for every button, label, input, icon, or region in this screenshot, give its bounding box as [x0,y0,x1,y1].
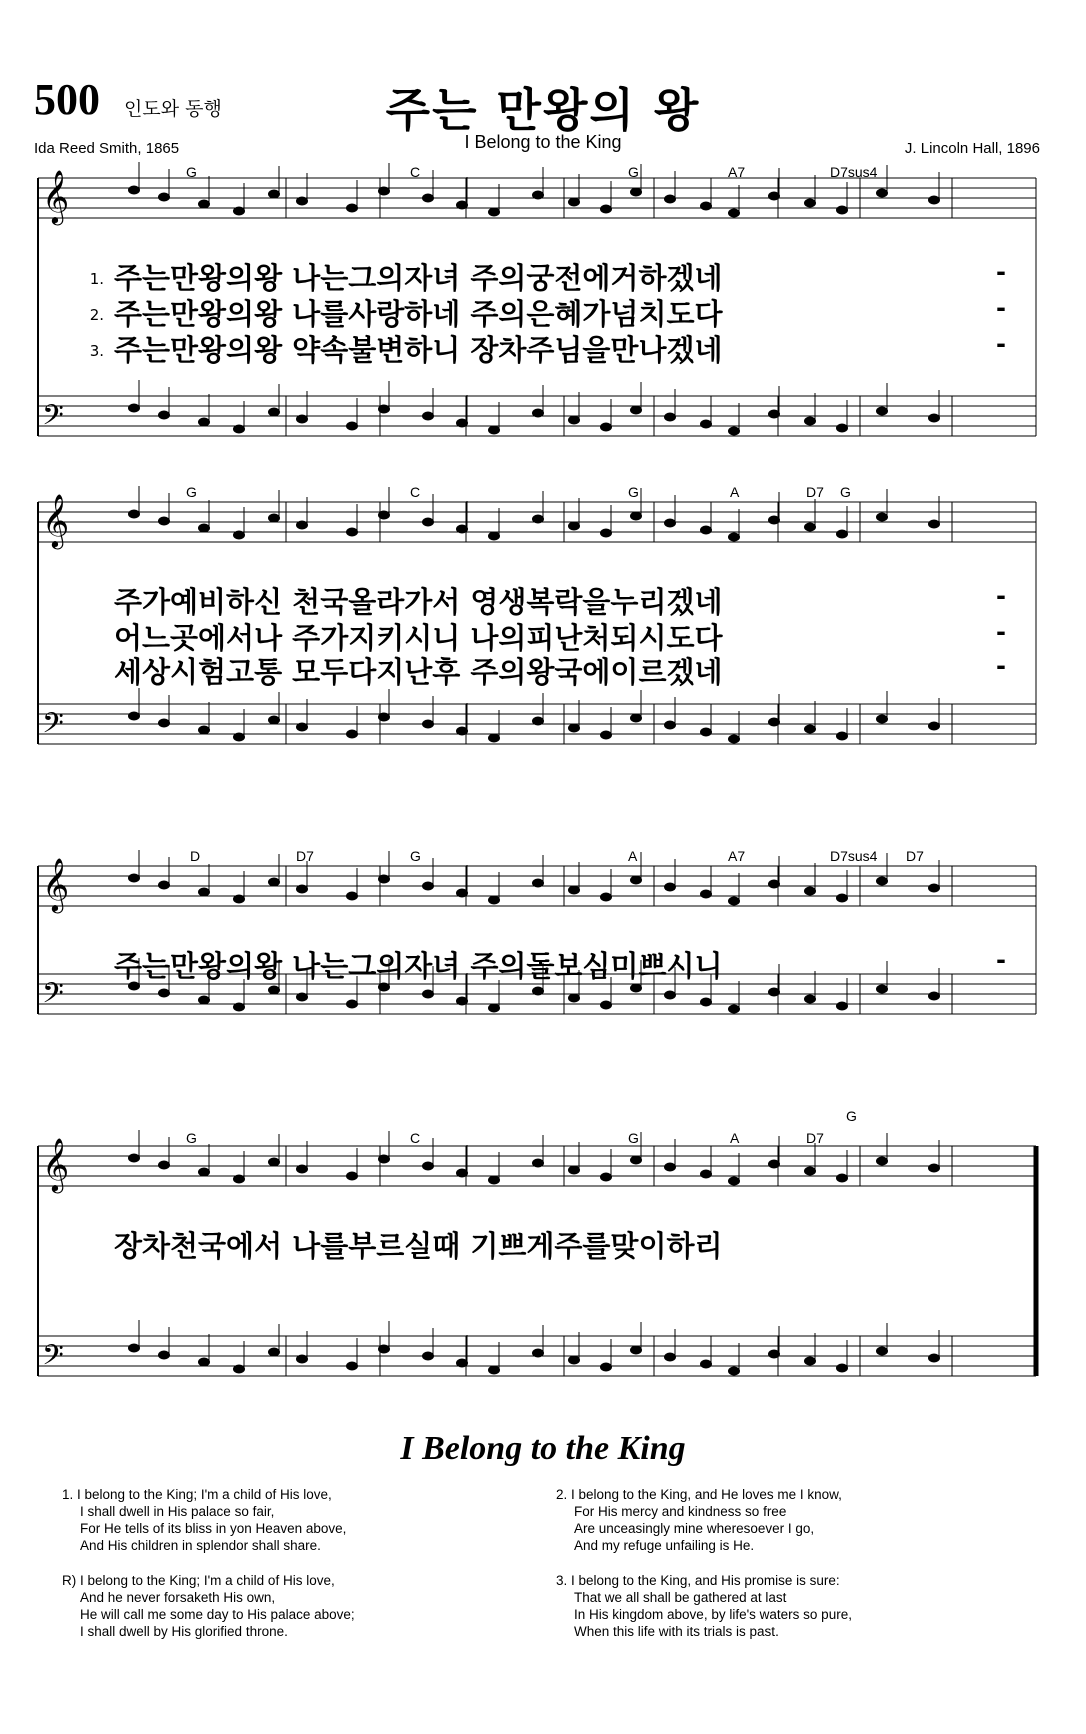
note-head [296,1165,308,1174]
note-head [198,888,210,897]
note-head [804,199,816,208]
bass-clef: 𝄢 [42,707,64,747]
note-head [876,513,888,522]
note-head [630,512,642,521]
note-head [804,523,816,532]
note-head [268,716,280,725]
note-head [488,734,500,743]
note-head [700,526,712,535]
note-head [128,404,140,413]
note-head [568,198,580,207]
music-system-2 [34,484,1040,794]
note-head [928,992,940,1001]
lyric-text: 주가예비하신 천국올라가서 영생복락을누리겠네 [114,585,723,619]
note-head [836,424,848,433]
english-verse-2 [556,1486,842,1554]
chord-symbol: G [628,164,639,180]
note-head [532,879,544,888]
chord-symbol: D7sus4 [830,164,878,180]
note-head [568,724,580,733]
verse-number: 2. [89,306,104,324]
note-head [296,993,308,1002]
note-head [804,1357,816,1366]
note-head [346,204,358,213]
note-head [378,875,390,884]
chord-symbol: D7 [906,848,924,864]
chord-symbol: C [410,164,421,180]
note-head [876,1157,888,1166]
note-head [198,726,210,735]
english-line: 3. I belong to the King, and His promise is sure: [556,1573,840,1588]
english-line: 2. I belong to the King, and He loves me I know, [556,1487,842,1502]
note-head [233,207,245,216]
hymn-title-korean: 주는 만왕의 왕 [385,83,701,137]
note-head [568,1166,580,1175]
note-head [728,427,740,436]
note-head [728,897,740,906]
english-line: And my refuge unfailing is He. [574,1538,755,1553]
note-head [296,723,308,732]
note-head [928,884,940,893]
hymn-title-english: I Belong to the King [464,132,622,152]
treble-clef: 𝄞 [42,1137,70,1191]
note-head [804,887,816,896]
note-head [664,721,676,730]
english-line: That we all shall be gathered at last [574,1590,787,1605]
note-head [296,197,308,206]
note-head [268,514,280,523]
note-head [158,1351,170,1360]
note-head [928,1354,940,1363]
note-head [630,188,642,197]
chord-symbol: D7 [806,1130,824,1146]
note-head [600,1173,612,1182]
note-head [422,412,434,421]
note-head [664,519,676,528]
english-line: When this life with its trials is past. [574,1624,779,1639]
note-head [700,420,712,429]
note-head [700,890,712,899]
note-head [664,991,676,1000]
note-head [233,733,245,742]
english-line: For He tells of its bliss in yon Heaven above, [80,1521,347,1536]
note-head [630,714,642,723]
hymn-category: 인도와 동행 [124,98,222,120]
note-head [664,1353,676,1362]
note-head [268,190,280,199]
note-head [158,881,170,890]
note-head [128,874,140,883]
lyric-line-verse-3 [70,328,723,369]
note-head [630,1156,642,1165]
note-head [836,1364,848,1373]
chord-symbol: A7 [728,848,746,864]
note-head [346,1000,358,1009]
note-head [456,997,468,1006]
lyric-hyphen: - [996,330,1006,358]
note-head [568,416,580,425]
note-head [488,426,500,435]
note-head [768,988,780,997]
verse-number: 1. [89,270,104,288]
lyric-line [114,944,723,985]
lyric-hyphen: - [996,946,1006,974]
note-head [422,990,434,999]
note-head [768,192,780,201]
chord-symbol: G [186,164,197,180]
note-head [128,1154,140,1163]
note-head [346,730,358,739]
note-head [664,1163,676,1172]
lyric-line-verse-1 [114,580,723,621]
note-head [378,1155,390,1164]
lyric-line [114,1224,723,1265]
note-head [158,989,170,998]
note-head [600,529,612,538]
note-head [158,411,170,420]
note-head [378,511,390,520]
note-head [198,1358,210,1367]
note-head [268,1158,280,1167]
note-head [456,419,468,428]
treble-clef: 𝄞 [42,169,70,223]
english-line: Are unceasingly mine wheresoever I go, [574,1521,815,1536]
bass-clef: 𝄢 [42,977,64,1017]
note-head [128,510,140,519]
note-head [728,209,740,218]
note-head [198,996,210,1005]
note-head [836,206,848,215]
note-head [158,1161,170,1170]
note-head [664,413,676,422]
note-head [836,1174,848,1183]
note-head [422,518,434,527]
note-head [928,196,940,205]
chord-symbol: C [410,1130,421,1146]
note-head [128,186,140,195]
note-head [600,423,612,432]
note-head [158,719,170,728]
note-head [268,878,280,887]
note-head [768,516,780,525]
chord-symbol: G [628,1130,639,1146]
note-head [233,1175,245,1184]
note-head [198,1168,210,1177]
note-head [456,727,468,736]
chord-symbol: G [628,484,639,500]
note-head [296,521,308,530]
note-head [664,195,676,204]
english-line: And he never forsaketh His own, [80,1590,276,1605]
note-head [768,1160,780,1169]
note-head [488,896,500,905]
english-verse-3 [556,1572,852,1640]
lyric-hyphen: - [996,582,1006,610]
note-head [158,517,170,526]
note-head [488,1176,500,1185]
note-head [158,193,170,202]
lyric-line-verse-3 [114,650,723,691]
note-head [456,889,468,898]
lyricist-credit: Ida Reed Smith, 1865 [34,140,180,157]
note-head [268,986,280,995]
chord-symbol: D [190,848,201,864]
note-head [928,722,940,731]
lyric-hyphen: - [996,618,1006,646]
lyric-text: 주는만왕의왕 나를사랑하네 주의은혜가넘치도다 [114,297,723,331]
chord-symbol: D7sus4 [830,848,878,864]
treble-clef: 𝄞 [42,857,70,911]
note-head [456,201,468,210]
chord-symbol: G [846,1108,857,1124]
note-head [768,880,780,889]
note-head [630,406,642,415]
lyric-line-verse-1 [70,256,723,297]
note-head [836,1002,848,1011]
note-head [568,1356,580,1365]
note-head [378,405,390,414]
note-head [378,1345,390,1354]
english-line: For His mercy and kindness so free [574,1504,787,1519]
bass-clef: 𝄢 [42,1339,64,1379]
chord-symbol: D7 [806,484,824,500]
note-head [532,515,544,524]
note-head [268,408,280,417]
note-head [768,718,780,727]
note-head [268,1348,280,1357]
note-head [532,1159,544,1168]
music-system-4 [34,1108,1040,1428]
note-head [630,876,642,885]
note-head [600,205,612,214]
note-head [198,418,210,427]
note-head [700,1360,712,1369]
note-head [728,1177,740,1186]
note-head [346,1362,358,1371]
english-verse-1 [62,1486,346,1554]
note-head [532,717,544,726]
lyric-text: 주는만왕의왕 약속불변하니 장차주님을만나겠네 [114,333,723,367]
lyric-text: 장차천국에서 나를부르실때 기쁘게주를맞이하리 [114,1229,723,1263]
english-line: I shall dwell in His palace so fair, [80,1504,275,1519]
lyric-hyphen: - [996,652,1006,680]
note-head [804,1167,816,1176]
note-head [768,1350,780,1359]
note-head [600,893,612,902]
note-head [296,415,308,424]
note-head [928,520,940,529]
chord-symbol: A7 [728,164,746,180]
note-head [804,417,816,426]
note-head [346,528,358,537]
note-head [568,886,580,895]
note-head [728,533,740,542]
chord-symbol: G [410,848,421,864]
note-head [876,877,888,886]
note-head [233,1365,245,1374]
note-head [422,1352,434,1361]
staff-graphics [34,1128,1040,1428]
note-head [568,994,580,1003]
note-head [600,1363,612,1372]
note-head [456,525,468,534]
english-line: And His children in splendor shall share. [80,1538,321,1553]
note-head [768,410,780,419]
note-head [700,1170,712,1179]
lyric-text: 세상시험고통 모두다지난후 주의왕국에이르겠네 [114,655,723,689]
note-head [128,712,140,721]
note-head [700,998,712,1007]
lyric-hyphen: - [996,258,1006,286]
note-head [876,1347,888,1356]
lyric-hyphen: - [996,294,1006,322]
lyric-text: 주는만왕의왕 나는그의자녀 주의궁전에거하겠네 [114,261,723,295]
note-head [836,894,848,903]
chord-symbol: G [840,484,851,500]
chord-symbol: C [410,484,421,500]
lyric-text: 주는만왕의왕 나는그의자녀 주의돌보심미쁘시니 [114,949,723,983]
note-head [422,194,434,203]
note-head [728,1367,740,1376]
note-head [804,995,816,1004]
note-head [198,524,210,533]
note-head [488,1366,500,1375]
note-head [233,1003,245,1012]
note-head [700,728,712,737]
note-head [664,883,676,892]
note-head [296,885,308,894]
note-head [296,1355,308,1364]
note-head [378,187,390,196]
note-head [422,882,434,891]
treble-clef: 𝄞 [42,493,70,547]
chord-symbol: A [730,1130,740,1146]
note-head [233,531,245,540]
note-head [928,1164,940,1173]
note-head [600,1001,612,1010]
english-title: I Belong to the King [400,1430,686,1467]
note-head [804,725,816,734]
hymn-number: 500 [34,75,100,124]
note-head [128,1344,140,1353]
chord-symbol: A [628,848,638,864]
note-head [422,720,434,729]
note-head [600,731,612,740]
note-head [488,208,500,217]
note-head [568,522,580,531]
note-head [488,1004,500,1013]
music-system-3 [34,848,1040,1108]
music-system-1 [34,160,1040,480]
note-head [876,985,888,994]
english-line: In His kingdom above, by life's waters so pure, [574,1607,852,1622]
note-head [346,422,358,431]
chord-symbol: G [186,484,197,500]
english-line: I shall dwell by His glorified throne. [80,1624,288,1639]
bass-clef: 𝄢 [42,399,64,439]
verse-number: 3. [89,342,104,360]
note-head [233,425,245,434]
note-head [346,892,358,901]
note-head [728,1005,740,1014]
note-head [456,1359,468,1368]
note-head [532,191,544,200]
chord-symbol: A [730,484,740,500]
note-head [532,987,544,996]
note-head [422,1162,434,1171]
composer-credit: J. Lincoln Hall, 1896 [904,140,1040,157]
note-head [346,1172,358,1181]
note-head [836,732,848,741]
lyric-line-verse-2 [70,292,723,333]
note-head [630,1346,642,1355]
note-head [198,200,210,209]
english-line: He will call me some day to His palace above; [80,1607,355,1622]
note-head [532,409,544,418]
note-head [532,1349,544,1358]
note-head [700,202,712,211]
english-line: 1. I belong to the King; I'm a child of His love, [62,1487,332,1502]
english-line: R) I belong to the King; I'm a child of His love, [62,1573,335,1588]
note-head [876,715,888,724]
note-head [233,895,245,904]
lyric-text: 어느곳에서나 주가지키시니 나의피난처되시도다 [114,621,723,655]
note-head [876,407,888,416]
english-refrain [62,1572,355,1640]
note-head [836,530,848,539]
chord-symbol: D7 [296,848,314,864]
note-head [456,1169,468,1178]
note-head [876,189,888,198]
note-head [488,532,500,541]
chord-symbol: G [186,1130,197,1146]
note-head [728,735,740,744]
note-head [378,713,390,722]
note-head [928,414,940,423]
